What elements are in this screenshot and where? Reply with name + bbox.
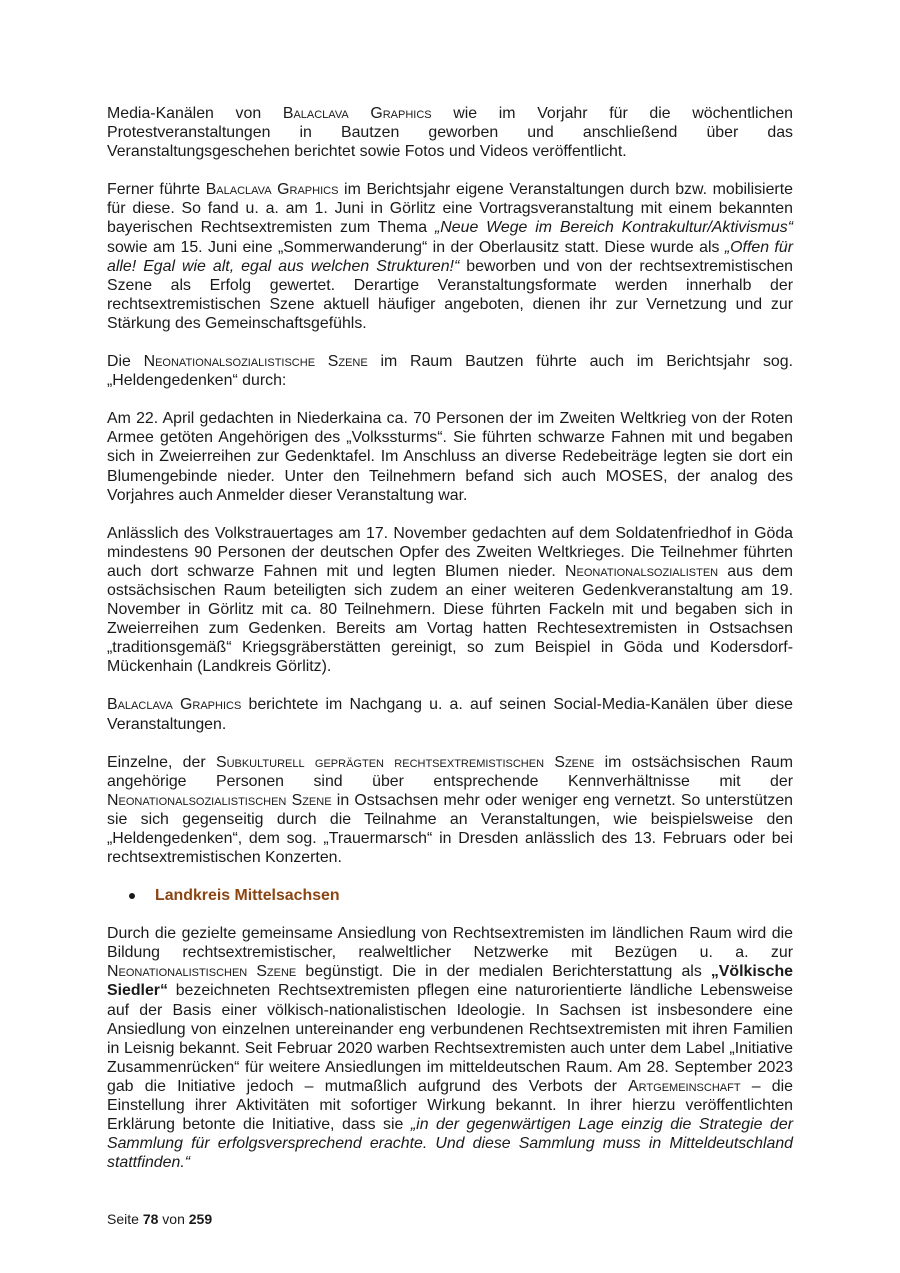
text-run: Am 22. April gedachten in Niederkaina ca. 70 Personen der im Zweiten Weltkrieg von der Roten Armee getöten Angehörigen des „Volkssturms“. Sie führten schwarze Fahnen mit und begaben sich in Zweierreihen zur Gedenktafel. Im Anschluss an diverse Redebeiträge legten sie dort ein Blumengebinde nieder. Unter den Teilnehmern befand sich auch MOSES, der analog des Vorjahres auch Anmelder dieser Veranstaltung war.	[107, 410, 793, 504]
paragraph	[107, 409, 793, 504]
entity-name: Balaclava Graphics	[205, 181, 339, 199]
footer-total-pages: 259	[188, 1211, 213, 1227]
entity-name: Neonationalsozialisten	[565, 562, 719, 580]
bullet-icon	[129, 893, 135, 899]
text-run: Anlässlich des Volkstrauertages am 17. November gedachten auf dem Soldatenfriedhof in Göda mindestens 90 Personen der deutschen Opfer des Zweiten Weltkrieges. Die Teilnehmer führten auch dort schwarze Fahnen mit und legten Blumen nieder.	[107, 524, 793, 580]
entity-name: Neonationalsozialistischen Szene	[107, 791, 332, 809]
text-run: Durch die gezielte gemeinsame Ansiedlung von Rechtsextremisten im ländlichen Raum wird die Bildung rechtsextremistischer, realweltlicher Netzwerke mit Bezügen u. a. zur	[107, 925, 793, 962]
paragraph	[107, 352, 793, 390]
entity-name: Subkulturell geprägten rechtsextremistischen Szene	[215, 753, 595, 771]
paragraph	[107, 753, 793, 868]
entity-name: Balaclava Graphics	[107, 696, 242, 714]
text-run: im Raum Bautzen führte auch im Berichtsjahr sog. „Heldengedenken“ durch:	[107, 353, 793, 390]
text-run: in Ostsachsen mehr oder weniger eng vernetzt. So unterstützen sie sich gegenseitig durch die Teilnahme an Veranstaltungen, wie beispielsweise den „Heldengedenken“, dem sog. „Trauermarsch“ in Dresden anlässlich des 13. Februars oder bei rechtsextremistischen Konzerten.	[107, 791, 793, 867]
paragraphs-after-heading	[107, 924, 793, 1172]
page-body	[107, 104, 793, 1191]
text-run: im Berichtsjahr eigene Veranstaltungen durch bzw. mobilisierte für diese. So fand u. a. am 1. Juni in Görlitz eine Vortragsveranstaltung mit einem bekannten bayerischen Rechtsextremisten zum Thema	[107, 181, 793, 237]
text-run: beworben und von der rechtsextremistischen Szene als Erfolg gewertet. Derartige Veranstaltungsformate werden innerhalb der rechtsextremistischen Szene aktuell häufiger angeboten, dienen ihr zur Vernetzung und zur Stärkung des Gemeinschaftsgefühls.	[107, 257, 793, 332]
text-run: „in der gegenwärtigen Lage einzig die Strategie der Sammlung für erfolgsversprechend erachte. Und diese Sammlung muss in Mitteldeutschland stattfinden.“	[107, 1116, 793, 1172]
text-run: sowie am 15. Juni eine „Sommerwanderung“ in der Oberlausitz statt. Diese wurde als	[107, 238, 725, 256]
text-run: „Neue Wege im Bereich Kontrakultur/Aktivismus“	[435, 219, 793, 237]
section-heading: Landkreis Mittelsachsen	[155, 887, 340, 905]
text-run: – die Einstellung ihrer Aktivitäten mit sofortiger Wirkung bekannt. In ihrer hierzu veröffentlichten Erklärung betonte die Initiative, dass sie	[107, 1077, 794, 1134]
paragraph	[107, 104, 793, 161]
text-run: „Völkische Siedler“	[107, 963, 793, 1000]
text-run: im ostsächsischen Raum angehörige Personen sind über entsprechende Kennverhältnisse mit der	[107, 753, 794, 790]
text-run: begünstigt. Die in der medialen Berichterstattung als	[296, 963, 711, 981]
footer-page-number: 78	[142, 1211, 159, 1227]
text-run: aus dem ostsächsischen Raum beteiligten sich zudem an einer weiteren Gedenkveranstaltung am 19. November in Görlitz mit ca. 80 Teilnehmern. Diese führten Fackeln mit und begaben sich in Zweierreihen zum Gedenken. Bereits am Vortag hatten Rechtesextremisten in Ostsachsen „traditionsgemäß“ Kriegsgräberstätten gereinigt, so zum Beispiel in Göda und Kodersdorf-Mückenhain (Landkreis Görlitz).	[107, 562, 793, 676]
section-heading-row	[107, 886, 793, 905]
text-run: „Offen für alle! Egal wie alt, egal aus welchen Strukturen!“	[107, 238, 793, 275]
text-run: berichtete im Nachgang u. a. auf seinen Social-Media-Kanälen über diese Veranstaltungen.	[107, 696, 793, 733]
page-footer	[107, 1211, 212, 1227]
text-run: Media-Kanälen von	[107, 105, 283, 122]
paragraph	[107, 695, 793, 733]
paragraphs-before-heading	[107, 104, 793, 867]
text-run: Ferner führte	[107, 181, 206, 199]
paragraph	[107, 924, 793, 1172]
entity-name: Neonationalsozialistische Szene	[143, 353, 368, 371]
footer-middle: von	[158, 1211, 189, 1227]
entity-name: Artgemeinschaft	[628, 1077, 741, 1095]
entity-name: Balaclava Graphics	[282, 105, 432, 122]
text-run: bezeichneten Rechtsextremisten pflegen eine naturorientierte ländliche Lebensweise auf der Basis einer völkisch-nationalistischen Ideologie. In Sachsen ist insbesondere eine Ansiedlung von einzelnen untereinander eng verbundenen Rechtsextremisten mit ihren Familien in Leisnig bekannt. Seit Februar 2020 warben Rechtsextremisten auch unter dem Label „Initiative Zusammenrücken“ für weitere Ansiedlungen im mitteldeutschen Raum. Am 28. September 2023 gab die Initiative jedoch – mutmaßlich aufgrund des Verbots der	[107, 982, 793, 1095]
text-run: Die	[107, 353, 144, 371]
text-run: Einzelne, der	[107, 753, 216, 771]
footer-prefix: Seite	[107, 1211, 143, 1227]
paragraph	[107, 524, 793, 677]
entity-name: Neonationalistischen Szene	[107, 963, 297, 981]
text-run: wie im Vorjahr für die wöchentlichen Protestveranstaltungen in Bautzen geworben und anschließend über das Veranstaltungsgeschehen berichtet sowie Fotos und Videos veröffentlicht.	[107, 105, 794, 161]
paragraph	[107, 180, 793, 333]
